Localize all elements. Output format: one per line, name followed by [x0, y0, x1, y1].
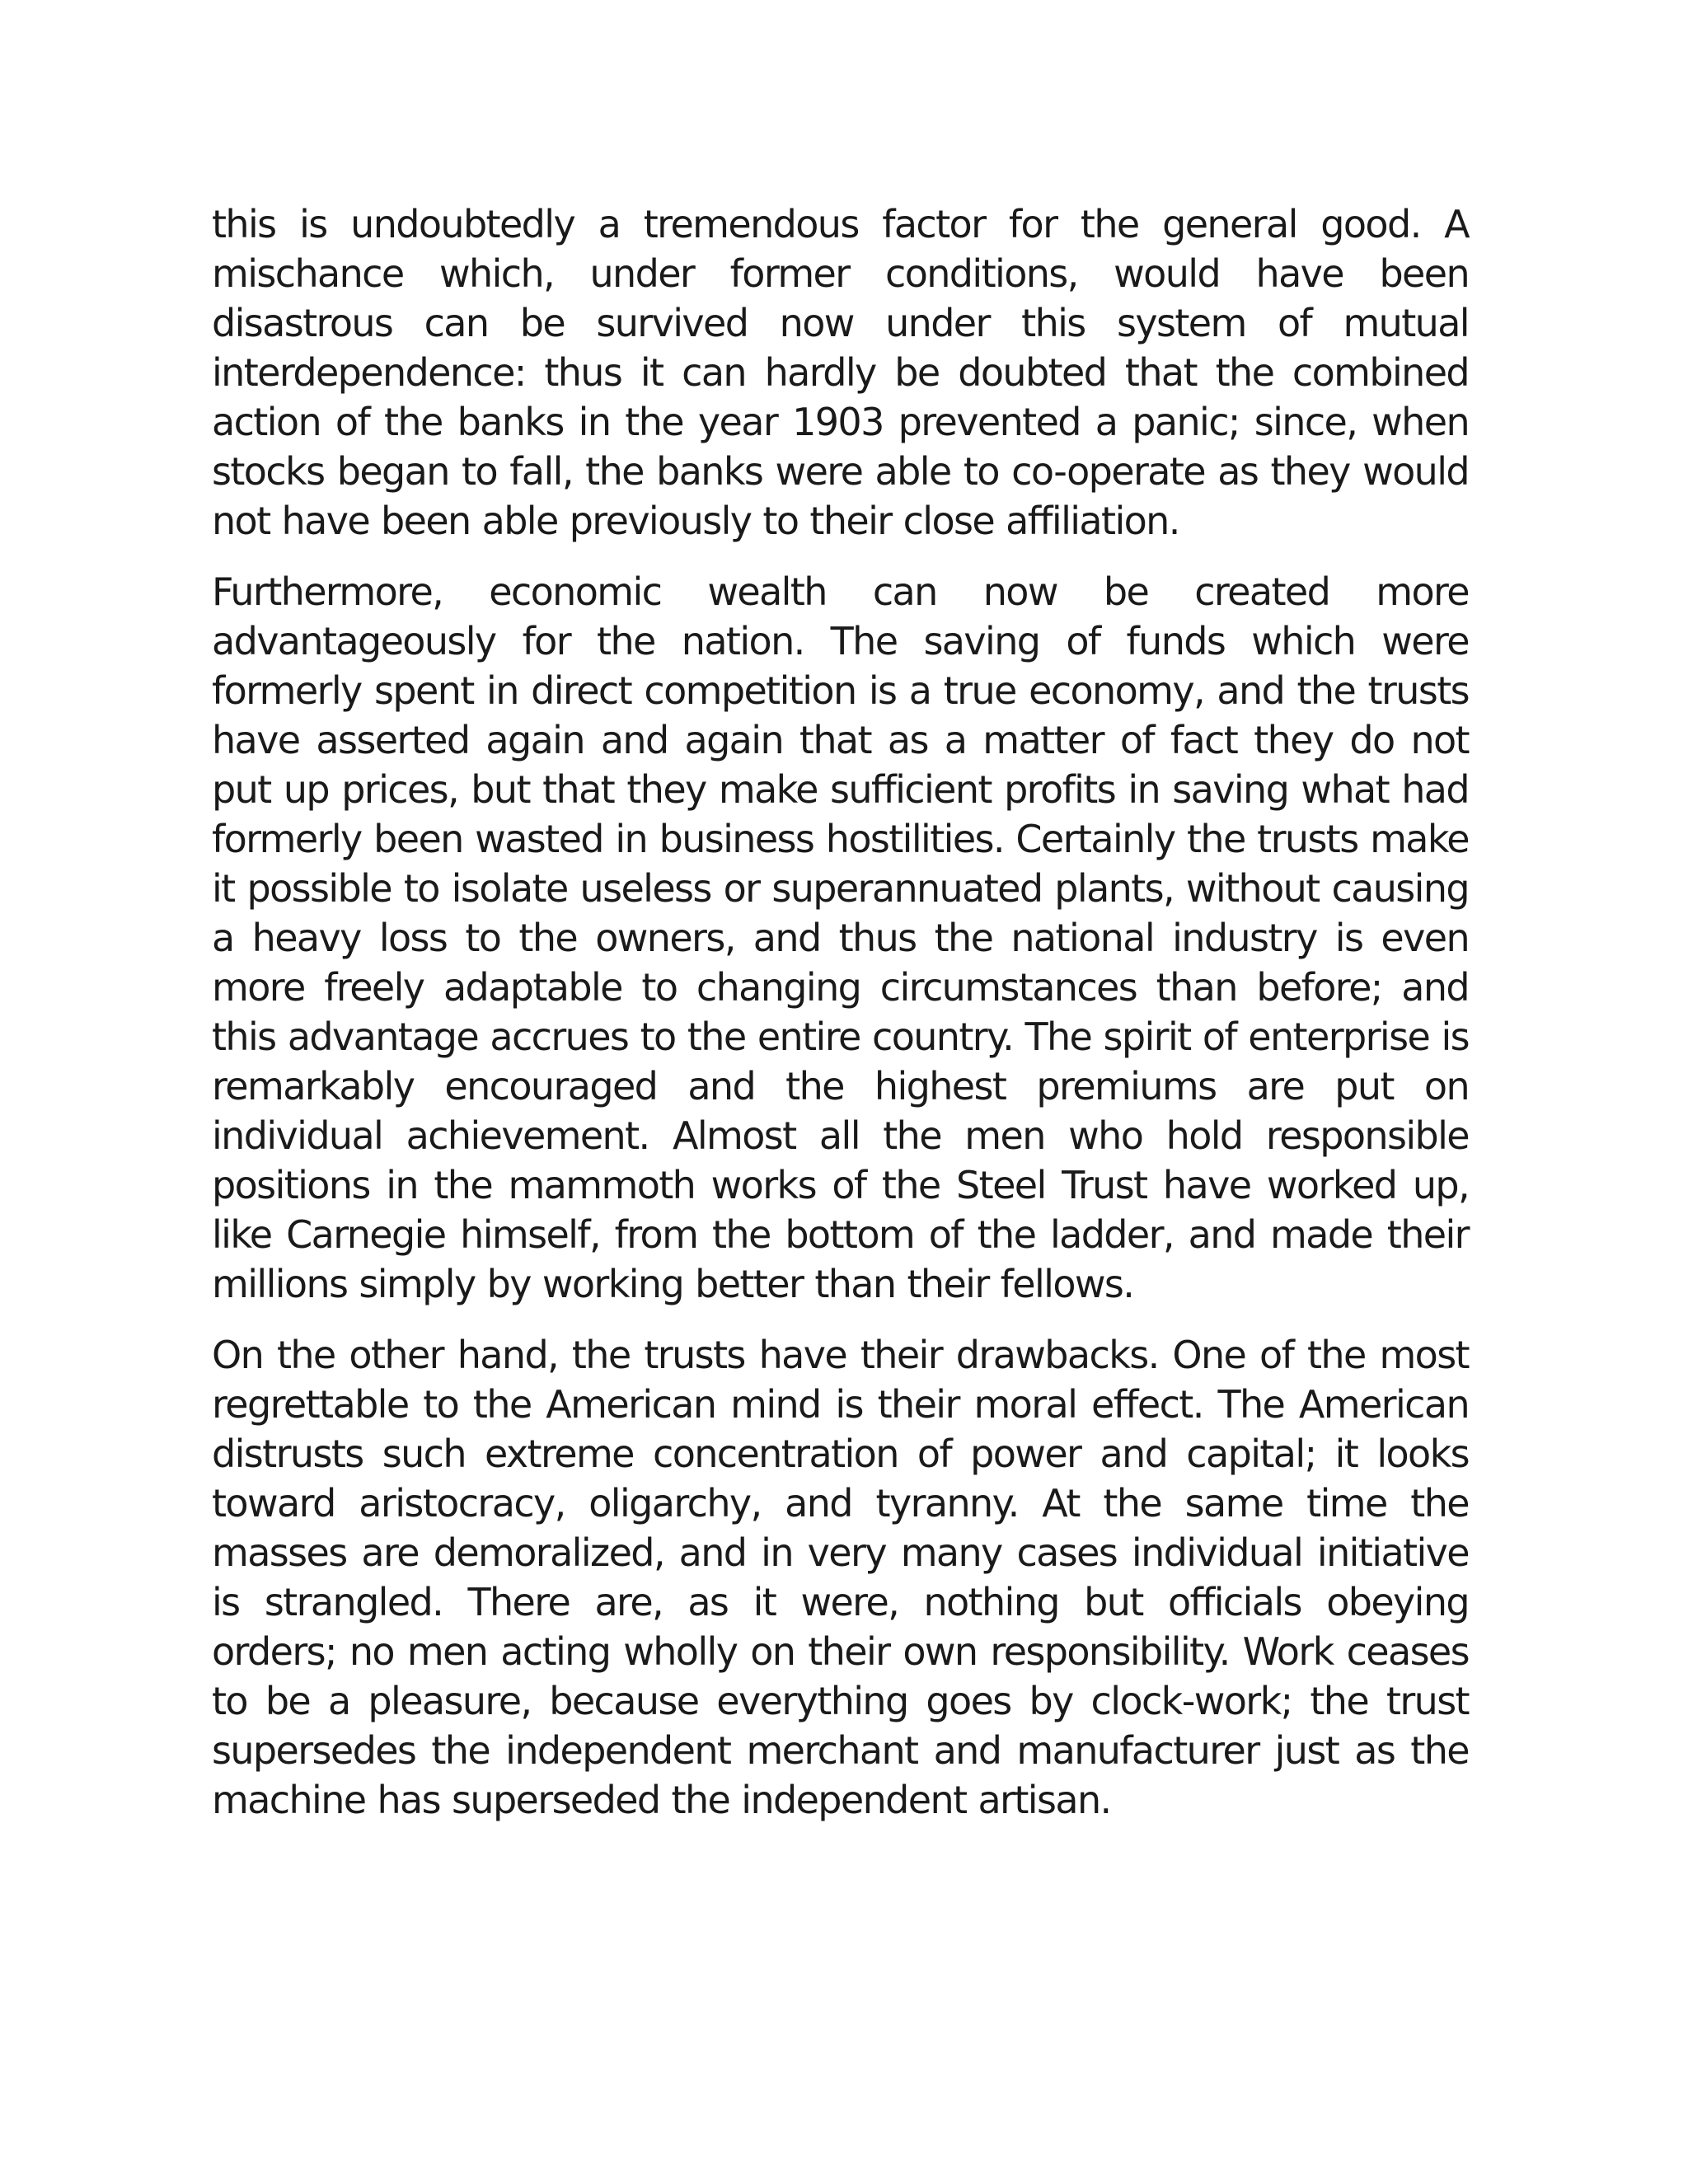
paragraph-3: On the other hand, the trusts have their drawbacks. One of the most regrettable to the American mind is their moral effect. The American distrusts such extreme concentration of power and capital; it looks toward aristocracy, oligarchy, and tyranny. At the same time the masses are demoralized, and in very many cases individual initiative is strangled. There are, as it were, nothing but officials obeying orders; no men acting wholly on their own responsibility. Work ceases to be a pleasure, because everything goes by clock-work; the trust supersedes the independent merchant and manufacturer just as the machine has superseded the independent artisan.: [212, 1333, 1469, 1822]
document-page: [212, 199, 1469, 1846]
paragraph-1: this is undoubtedly a tremendous factor for the general good. A mischance which, under former conditions, would have been disastrous can be survived now under this system of mutual interdependence: thus it can hardly be doubted that the combined action of the banks in the year 1903 prevented a panic; since, when stocks began to fall, the banks were able to co-operate as they would not have been able previously to their close affiliation.: [212, 202, 1469, 543]
paragraph-2: Furthermore, economic wealth can now be created more advantageously for the nation. The saving of funds which were formerly spent in direct competition is a true economy, and the trusts have asserted again and again that as a matter of fact they do not put up prices, but that they make sufficient profits in saving what had formerly been wasted in business hostilities. Certainly the trusts make it possible to isolate useless or superannuated plants, without causing a heavy loss to the owners, and thus the national industry is even more freely adaptable to changing circumstances than before; and this advantage accrues to the entire country. The spirit of enterprise is remarkably encouraged and the highest premiums are put on individual achievement. Almost all the men who hold responsible positions in the mammoth works of the Steel Trust have worked up, like Carnegie himself, from the bottom of the ladder, and made their millions simply by working better than their fellows.: [212, 569, 1469, 1306]
